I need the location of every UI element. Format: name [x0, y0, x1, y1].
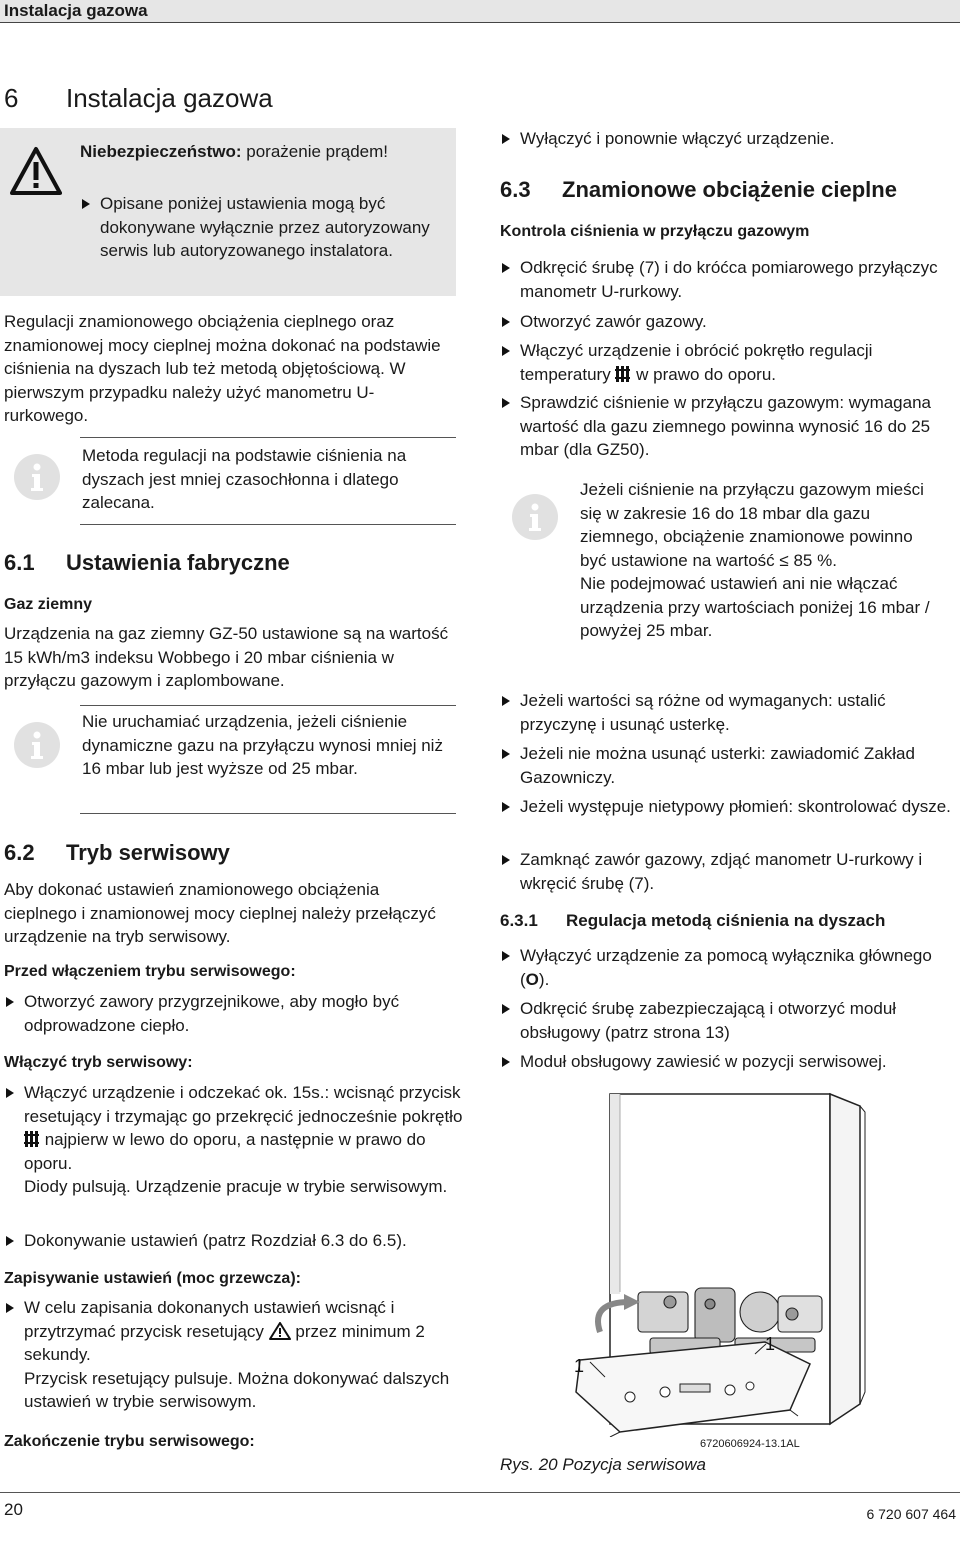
enable-service-bullet-1	[4, 1081, 474, 1199]
bullet-text-a: Włączyć urządzenie i obrócić pokrętło regulacji temperatury	[520, 341, 873, 384]
section-title: Ustawienia fabryczne	[66, 550, 290, 575]
bullet-text: Jeżeli nie można usunąć usterki: zawiadomić Zakład Gazowniczy.	[520, 744, 915, 787]
bullet-text: Sprawdzić ciśnienie w przyłączu gazowym: wymagana wartość dla gazu ziemnego powinna wynosić 16 do 25 mbar (dla GZ50).	[520, 393, 931, 459]
before-service-bullet	[4, 990, 474, 1037]
right-bullet-4	[500, 391, 960, 462]
bullet-text-c: Diody pulsują. Urządzenie pracuje w trybie serwisowym.	[24, 1177, 448, 1196]
section-title: Znamionowe obciążenie cieplne	[562, 177, 897, 202]
bullet-text-a: Wyłączyć urządzenie za pomocą wyłącznika głównego (	[520, 946, 932, 989]
right-bullet-1	[500, 256, 960, 303]
bullet-marker	[6, 1236, 14, 1246]
bullet-text-a: W celu zapisania dokonanych ustawień wcisnąć i przytrzymać przycisk resetujący	[24, 1298, 395, 1341]
bullet-text: Otworzyć zawór gazowy.	[520, 312, 707, 331]
section-6-1-heading	[4, 549, 290, 577]
bullet-text: Wyłączyć i ponownie włączyć urządzenie.	[520, 129, 835, 148]
bullet-marker	[6, 997, 14, 1007]
right-bullet-3	[500, 339, 960, 386]
factory-settings-text: Urządzenia na gaz ziemny GZ-50 ustawione są na wartość 15 kWh/m3 indeksu Wobbego i 20 mbar ciśnienia w przyłączu gazowym i zaplombowane.	[4, 624, 449, 690]
section-number: 6.3	[500, 177, 531, 202]
section-title: Regulacja metodą ciśnienia na dyszach	[566, 911, 886, 930]
pressure-note	[580, 478, 940, 643]
note-text-b: Nie podejmować ustawień ani nie włączać urządzenia przy wartościach poniżej 16 mbar / powyżej 25 mbar.	[580, 574, 930, 640]
nozzle-bullet-2	[500, 997, 960, 1044]
section-title: Instalacja gazowa	[66, 83, 273, 113]
bullet-marker	[502, 134, 510, 144]
section-number: 6.3.1	[500, 911, 538, 930]
enable-service-heading: Włączyć tryb serwisowy:	[4, 1054, 193, 1071]
main-switch-symbol: O	[525, 969, 539, 989]
bullet-marker	[502, 317, 510, 327]
bullet-text: Jeżeli wartości są różne od wymaganych: ustalić przyczynę i usunąć usterkę.	[520, 691, 886, 734]
bullet-text: Moduł obsługowy zawiesić w pozycji serwisowej.	[520, 1052, 887, 1071]
right-bullet-8	[500, 848, 960, 895]
note-percent: 85 %.	[788, 550, 837, 570]
bullet-marker	[502, 696, 510, 706]
danger-bullet-text: Opisane poniżej ustawienia mogą być dokonywane wyłącznie przez autoryzowany serwis lub autoryzowanego instalatora.	[100, 194, 430, 260]
right-bullet-5	[500, 689, 960, 736]
bullet-text-c: Przycisk resetujący pulsuje. Można dokonywać dalszych ustawień w trybie serwisowym.	[24, 1368, 450, 1411]
section-6-2-heading	[4, 839, 230, 867]
bullet-marker	[502, 855, 510, 865]
page-number: 20	[4, 1500, 23, 1519]
bullet-text: Zamknąć zawór gazowy, zdjąć manometr U-rurkowy i wkręcić śrubę (7).	[520, 850, 923, 893]
note-text-a: Jeżeli ciśnienie na przyłączu gazowym mieści się w zakresie 16 do 18 mbar dla gazu ziemnego, obciążenie znamionowe powinno być ustawione na wartość	[580, 480, 924, 570]
right-bullet-6	[500, 742, 960, 789]
section-6-3-1-heading	[500, 910, 885, 932]
save-settings-heading: Zapisywanie ustawień (moc grzewcza):	[4, 1270, 301, 1287]
section-6-intro: Regulacji znamionowego obciążenia cieplnego oraz znamionowej mocy cieplnej można dokonać na podstawie ciśnienia na dyszach lub też metodą objętościową. W pierwszym przypadku należy użyć manometru U-rurkowego.	[4, 312, 441, 425]
bullet-text-b: ).	[538, 969, 550, 989]
nozzle-bullet-1	[500, 944, 960, 991]
enable-service-bullet-2	[4, 1229, 484, 1253]
right-bullet-7	[500, 795, 960, 819]
note-text: Metoda regulacji na podstawie ciśnienia na dyszach jest mniej czasochłonna i dlatego zalecana.	[82, 446, 407, 512]
boiler-service-position-figure	[560, 1092, 940, 1437]
info-icon	[14, 454, 60, 500]
bullet-marker	[502, 1057, 510, 1067]
bullet-marker	[502, 398, 510, 408]
figure-caption: Rys. 20 Pozycja serwisowa	[500, 1455, 706, 1474]
bullet-text: Odkręcić śrubę (7) i do króćca pomiarowego przyłączyc manometr U-rurkowy.	[520, 258, 938, 301]
restart-bullet	[500, 127, 960, 151]
section-number: 6.2	[4, 840, 35, 865]
section-6-3-heading	[500, 176, 897, 204]
note-rule-top	[80, 437, 456, 438]
bullet-text-a: Włączyć urządzenie i odczekać ok. 15s.: wcisnąć przycisk resetujący i trzymając go przekręcić jednocześnie pokrętło	[24, 1083, 463, 1126]
note-rule-bottom	[80, 524, 456, 525]
before-service-heading: Przed włączeniem trybu serwisowego:	[4, 963, 296, 980]
bullet-marker	[82, 199, 90, 209]
danger-bullet	[80, 192, 460, 263]
bullet-marker	[502, 1004, 510, 1014]
bullet-marker	[502, 263, 510, 273]
bullet-marker	[6, 1303, 14, 1313]
reset-triangle-icon	[269, 1322, 291, 1340]
danger-label: Niebezpieczeństwo:	[80, 142, 242, 161]
running-header-title: Instalacja gazowa	[4, 1, 148, 20]
footer-rule	[0, 1492, 960, 1493]
gas-pressure-check-heading: Kontrola ciśnienia w przyłączu gazowym	[500, 223, 810, 240]
info-icon	[14, 722, 60, 768]
section-number: 6	[4, 83, 19, 113]
bullet-text: Dokonywanie ustawień (patrz Rozdział 6.3 do 6.5).	[24, 1231, 407, 1250]
bullet-marker	[502, 951, 510, 961]
section-6-heading	[4, 82, 273, 114]
figure-callout-2: 1	[765, 1334, 776, 1354]
bullet-text: Odkręcić śrubę zabezpieczającą i otworzyć moduł obsługowy (patrz strona 13)	[520, 999, 897, 1042]
bullet-text-b: w prawo do oporu.	[631, 364, 777, 384]
figure-callout-1: 1	[574, 1356, 585, 1376]
bullet-marker	[502, 346, 510, 356]
section-number: 6.1	[4, 550, 35, 575]
info-icon	[512, 494, 558, 540]
figure-code: 6720606924-13.1AL	[700, 1438, 800, 1450]
bullet-marker	[6, 1088, 14, 1098]
less-equal-symbol: ≤	[779, 550, 789, 570]
service-mode-intro: Aby dokonać ustawień znamionowego obciążenia cieplnego i znamionowej mocy cieplnej należy przełączyć urządzenie na tryb serwisowy.	[4, 880, 436, 946]
nozzle-bullet-3	[500, 1050, 960, 1074]
bullet-marker	[502, 749, 510, 759]
bullet-marker	[502, 802, 510, 812]
radiator-icon	[24, 1130, 40, 1148]
note-text: Nie uruchamiać urządzenia, jeżeli ciśnienie dynamiczne gazu na przyłączu wynosi mniej niż 16 mbar lub jest wyższe od 25 mbar.	[82, 712, 443, 778]
danger-text: porażenie prądem!	[241, 142, 389, 161]
subheading-natural-gas: Gaz ziemny	[4, 596, 93, 613]
note-rule-top	[80, 705, 456, 706]
end-service-heading: Zakończenie trybu serwisowego:	[4, 1433, 255, 1450]
note-rule-bottom	[80, 813, 456, 814]
bullet-text: Jeżeli występuje nietypowy płomień: skontrolować dysze.	[520, 797, 951, 816]
bullet-text: Otworzyć zawory przygrzejnikowe, aby mogło być odprowadzone ciepło.	[24, 992, 400, 1035]
bullet-text-b: najpierw w lewo do oporu, a następnie w prawo do oporu.	[24, 1130, 426, 1173]
section-title: Tryb serwisowy	[66, 840, 230, 865]
warning-triangle-icon	[10, 146, 62, 196]
save-settings-bullet	[4, 1296, 474, 1414]
radiator-icon	[615, 365, 631, 383]
document-code: 6 720 607 464	[866, 1506, 956, 1522]
bullet-text-b: przez minimum 2 sekundy.	[24, 1321, 425, 1364]
right-bullet-2	[500, 310, 960, 334]
danger-heading	[80, 140, 450, 164]
